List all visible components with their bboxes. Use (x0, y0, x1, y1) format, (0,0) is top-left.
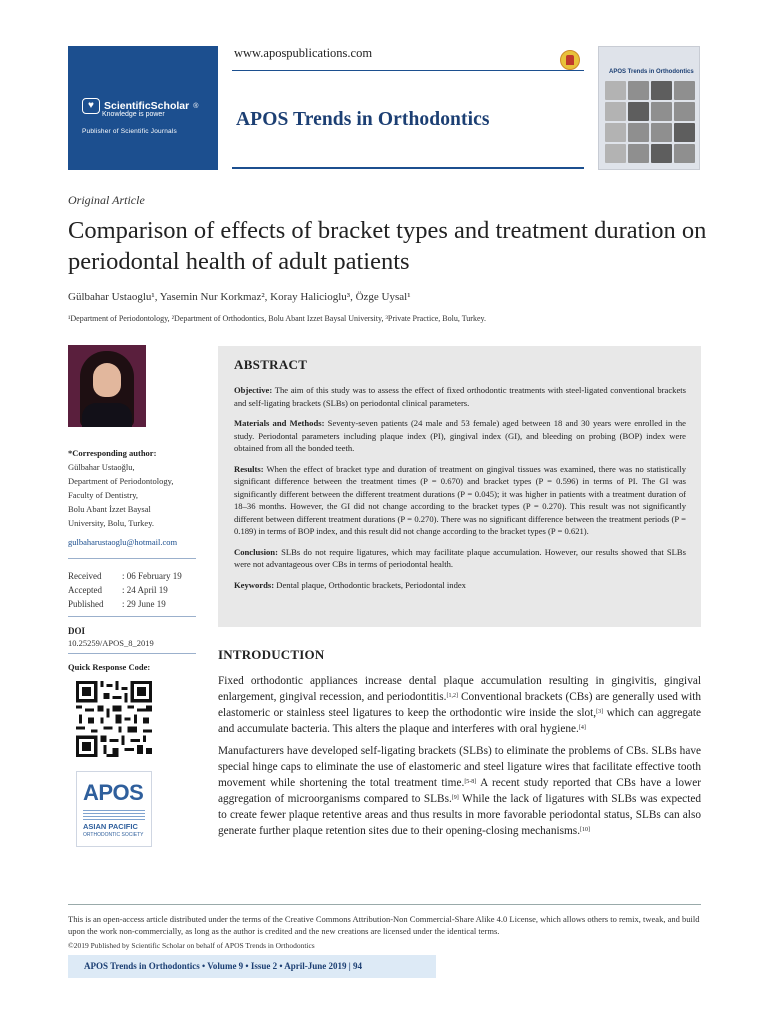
sidebar-divider (68, 653, 196, 654)
citation-link[interactable]: [3] (596, 709, 604, 715)
publisher-name: ScientificScholar (104, 99, 190, 112)
corresponding-line: Faculty of Dentistry, (68, 490, 139, 500)
author-photo (68, 345, 146, 427)
footer-divider (68, 904, 701, 905)
abstract-objective: Objective: The aim of this study was to assess the effect of fixed orthodontic treatments with steel-ligated conventional brackets and self-ligating brackets (SLBs) on periodontal clinical parameters. (234, 385, 686, 408)
corresponding-line: Bolu Abant İzzet Baysal (68, 504, 151, 514)
introduction-heading: INTRODUCTION (218, 647, 325, 662)
abstract-results: Results: When the effect of bracket type and duration of treatment on gingival tissues was examined, there was no statistically significant difference between the treatment times (P = 0.670) and bracket types (P = 0.596) in terms of PI. The GI was significantly different between the different treatment durations (P = 0.045); it was higher in patients with a treatment duration of 18–36 months. However, the GI did not change according to the bracket types (P = 0.270). This result was not significantly different between different treatment durations (P = 0.270). There was no significant difference between the treatment periods (P = 0.189) in terms of BOP index, and this result did not change according to the bracket types (P = 0.621). (234, 463, 686, 536)
apos-logo-subtitle-2: ORTHODONTIC SOCIETY (83, 832, 144, 838)
article-title: Comparison of effects of bracket types and treatment duration on periodontal health of adult patients (68, 217, 707, 275)
citation-link[interactable]: [5-8] (464, 779, 477, 785)
doi-label: DOI (68, 626, 86, 636)
abstract-methods: Materials and Methods: Seventy-seven patients (24 male and 53 female) aged between 18 and 30 years were enrolled in the study. Periodontal parameters including plaque index (PI), gingival index (GI), and bleeding on probing (BOP) index were obtained from all the bonded teeth. (234, 418, 686, 453)
sidebar-divider (68, 616, 196, 617)
abstract-keywords: Keywords: Dental plaque, Orthodontic brackets, Periodontal index (234, 579, 466, 590)
citation-bar (68, 955, 436, 978)
qr-code-image[interactable] (76, 681, 152, 757)
article-dates (68, 569, 182, 611)
publisher-subtitle: Publisher of Scientific Journals (82, 128, 177, 135)
citation-link[interactable]: [1,2] (446, 693, 459, 699)
publisher-tagline: Knowledge is power (102, 111, 165, 118)
apos-society-logo (76, 771, 152, 847)
doi-value[interactable]: 10.25259/APOS_8_2019 (68, 638, 154, 648)
cover-photo-grid (605, 81, 695, 163)
corresponding-author-details (68, 460, 208, 530)
copyright-notice: ©2019 Published by Scientific Scholar on behalf of APOS Trends in Orthodontics (68, 941, 315, 950)
citation-link[interactable]: [4] (578, 725, 586, 731)
heart-icon: ♥ (82, 98, 100, 114)
date-row-accepted: Accepted : 24 April 19 (68, 585, 168, 595)
header-divider-bottom (232, 167, 584, 169)
website-link[interactable]: www.apospublications.com (234, 46, 373, 60)
citation-text: APOS Trends in Orthodontics • Volume 9 • Issue 2 • April-June 2019 | 94 (84, 961, 362, 971)
apos-logo-text: APOS (83, 780, 144, 805)
affiliations: ¹Department of Periodontology, ²Department of Orthodontics, Bolu Abant Izzet Baysal University, ³Private Practice, Bolu, Turkey. (68, 314, 487, 323)
citation-link[interactable]: [10] (580, 827, 591, 833)
abstract-heading: ABSTRACT (234, 357, 308, 372)
bookmark-badge-icon[interactable] (560, 50, 580, 70)
corresponding-line: Gülbahar Ustaoğlu, (68, 462, 135, 472)
date-row-published: Published : 29 June 19 (68, 599, 166, 609)
abstract-box (218, 346, 701, 627)
header-divider (232, 70, 584, 71)
date-row-received: Received : 06 February 19 (68, 571, 182, 581)
sidebar-divider (68, 558, 196, 559)
article-type: Original Article (68, 193, 145, 207)
qr-code-label: Quick Response Code: (68, 662, 151, 672)
introduction-paragraph: Fixed orthodontic appliances increase dental plaque accumulation resulting in gingivitis, gingival enlargement, gingival recession, and periodontitis.[1,2] Conventional brackets (CBs) are generally used with elastomeric or stainless steel ligatures to keep the orthodontic wire inside the slot,[3] which can aggregate and accumulate bacteria. This alters the plaque and interferes with oral hygiene.[4] (218, 675, 702, 735)
license-notice: This is an open-access article distributed under the terms of the Creative Commons Attribution-Non Commercial-Share Alike 4.0 License, which allows others to remix, tweak, and build upon the work non-commercially, as long as the author is credited and the new creations are licensed under the identical terms. (68, 914, 700, 936)
abstract-conclusion: Conclusion: SLBs do not require ligatures, which may facilitate plaque accumulation. However, our results showed that SLBs were not advantageous over CBs in terms of periodontal health. (234, 546, 686, 569)
citation-link[interactable]: [9] (451, 795, 459, 801)
cover-title: APOS Trends in Orthodontics (609, 69, 694, 75)
introduction-paragraph: Manufacturers have developed self-ligating brackets (SLBs) to eliminate the problems of CBs. SLBs have special hinge caps to eliminate the use of elastomeric and steel ligature wires that facilitate effective tooth movement while shortening the total treatment time.[5-8] A recent study reported that CBs have a lower aggregation of microorganisms compared to SLBs.[9] While the lack of ligatures with SLBs was expected to create fewer plaque retentive areas and thus results in more favorable periodontal status, SLBs can also generate further plaque retention sites due to their opening-closing mechanisms.[10] (218, 745, 701, 837)
corresponding-line: University, Bolu, Turkey. (68, 518, 155, 528)
publisher-logo (68, 46, 218, 170)
corresponding-author-label: *Corresponding author: (68, 448, 157, 458)
corresponding-line: Department of Periodontology, (68, 476, 174, 486)
abstract-body (234, 384, 686, 599)
corresponding-email-link[interactable]: gulbaharustaoglu@hotmail.com (68, 537, 178, 547)
apos-logo-lines (83, 810, 145, 820)
journal-title: APOS Trends in Orthodontics (236, 109, 490, 130)
introduction-body (218, 673, 701, 845)
journal-cover-image (598, 46, 700, 170)
author-list: Gülbahar Ustaoglu¹, Yasemin Nur Korkmaz², Koray Halicioglu³, Özge Uysal¹ (68, 291, 411, 303)
registered-mark: ® (193, 102, 199, 110)
apos-logo-subtitle: ASIAN PACIFIC (83, 822, 138, 831)
